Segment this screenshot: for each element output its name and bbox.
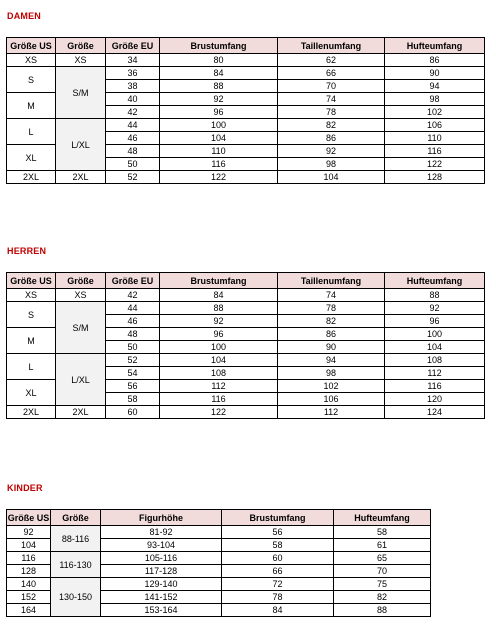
size-eu-cell: 60 bbox=[106, 406, 160, 419]
size-table-herren bbox=[6, 272, 485, 419]
size-cell: S/M bbox=[56, 302, 106, 354]
size-table-damen bbox=[6, 37, 485, 184]
bust-cell: 88 bbox=[160, 80, 278, 93]
size-eu-cell: 58 bbox=[106, 393, 160, 406]
size-eu-cell: 34 bbox=[106, 54, 160, 67]
header-cell: Größe US bbox=[7, 510, 51, 526]
size-eu-cell: 48 bbox=[106, 145, 160, 158]
bust-cell: 116 bbox=[160, 158, 278, 171]
table-header-row bbox=[7, 510, 431, 526]
bust-cell: 72 bbox=[222, 578, 334, 591]
size-cell: 2XL bbox=[56, 406, 106, 419]
size-us-cell: XL bbox=[7, 145, 56, 171]
table-row bbox=[7, 67, 485, 80]
header-cell: Brustumfang bbox=[222, 510, 334, 526]
header-cell: Hufteumfang bbox=[385, 38, 485, 54]
waist-cell: 82 bbox=[278, 119, 385, 132]
figure-height-cell: 141-152 bbox=[101, 591, 222, 604]
bust-cell: 84 bbox=[160, 289, 278, 302]
figure-height-cell: 93-104 bbox=[101, 539, 222, 552]
size-cell: XS bbox=[56, 54, 106, 67]
size-us-cell: L bbox=[7, 119, 56, 145]
waist-cell: 78 bbox=[278, 302, 385, 315]
section-title-kinder: KINDER bbox=[7, 483, 43, 493]
size-eu-cell: 46 bbox=[106, 315, 160, 328]
hip-cell: 110 bbox=[385, 132, 485, 145]
waist-cell: 104 bbox=[278, 171, 385, 184]
waist-cell: 74 bbox=[278, 93, 385, 106]
table-row bbox=[7, 526, 431, 539]
size-us-cell: 116 bbox=[7, 552, 51, 565]
hip-cell: 124 bbox=[385, 406, 485, 419]
size-us-cell: L bbox=[7, 354, 56, 380]
bust-cell: 80 bbox=[160, 54, 278, 67]
size-cell: XS bbox=[56, 289, 106, 302]
section-title-herren: HERREN bbox=[7, 246, 47, 256]
hip-cell: 75 bbox=[334, 578, 431, 591]
bust-cell: 92 bbox=[160, 315, 278, 328]
waist-cell: 92 bbox=[278, 145, 385, 158]
hip-cell: 106 bbox=[385, 119, 485, 132]
size-cell: L/XL bbox=[56, 354, 106, 406]
section-title-damen: DAMEN bbox=[7, 11, 41, 21]
figure-height-cell: 81-92 bbox=[101, 526, 222, 539]
header-cell: Taillenumfang bbox=[278, 273, 385, 289]
figure-height-cell: 117-128 bbox=[101, 565, 222, 578]
bust-cell: 96 bbox=[160, 106, 278, 119]
hip-cell: 86 bbox=[385, 54, 485, 67]
bust-cell: 84 bbox=[222, 604, 334, 617]
size-eu-cell: 52 bbox=[106, 171, 160, 184]
header-cell: Größe US bbox=[7, 38, 56, 54]
hip-cell: 88 bbox=[334, 604, 431, 617]
table-row bbox=[7, 302, 485, 315]
bust-cell: 112 bbox=[160, 380, 278, 393]
header-cell: Größe bbox=[51, 510, 101, 526]
waist-cell: 78 bbox=[278, 106, 385, 119]
table-row bbox=[7, 54, 485, 67]
size-us-cell: 140 bbox=[7, 578, 51, 591]
header-cell: Größe EU bbox=[106, 38, 160, 54]
waist-cell: 102 bbox=[278, 380, 385, 393]
bust-cell: 104 bbox=[160, 354, 278, 367]
size-us-cell: XS bbox=[7, 289, 56, 302]
header-cell: Brustumfang bbox=[160, 273, 278, 289]
bust-cell: 56 bbox=[222, 526, 334, 539]
waist-cell: 70 bbox=[278, 80, 385, 93]
waist-cell: 62 bbox=[278, 54, 385, 67]
size-eu-cell: 38 bbox=[106, 80, 160, 93]
size-us-cell: S bbox=[7, 67, 56, 93]
size-us-cell: M bbox=[7, 328, 56, 354]
header-cell: Größe EU bbox=[106, 273, 160, 289]
size-cell: 116-130 bbox=[51, 552, 101, 578]
size-eu-cell: 50 bbox=[106, 341, 160, 354]
size-us-cell: S bbox=[7, 302, 56, 328]
bust-cell: 100 bbox=[160, 119, 278, 132]
waist-cell: 98 bbox=[278, 367, 385, 380]
hip-cell: 128 bbox=[385, 171, 485, 184]
bust-cell: 100 bbox=[160, 341, 278, 354]
hip-cell: 88 bbox=[385, 289, 485, 302]
size-us-cell: 92 bbox=[7, 526, 51, 539]
table-header-row bbox=[7, 38, 485, 54]
header-cell: Taillenumfang bbox=[278, 38, 385, 54]
hip-cell: 98 bbox=[385, 93, 485, 106]
size-cell: S/M bbox=[56, 67, 106, 119]
bust-cell: 78 bbox=[222, 591, 334, 604]
hip-cell: 82 bbox=[334, 591, 431, 604]
waist-cell: 112 bbox=[278, 406, 385, 419]
waist-cell: 106 bbox=[278, 393, 385, 406]
bust-cell: 84 bbox=[160, 67, 278, 80]
hip-cell: 112 bbox=[385, 367, 485, 380]
hip-cell: 58 bbox=[334, 526, 431, 539]
bust-cell: 60 bbox=[222, 552, 334, 565]
header-cell: Größe bbox=[56, 273, 106, 289]
size-us-cell: XL bbox=[7, 380, 56, 406]
bust-cell: 122 bbox=[160, 406, 278, 419]
size-eu-cell: 50 bbox=[106, 158, 160, 171]
hip-cell: 122 bbox=[385, 158, 485, 171]
bust-cell: 96 bbox=[160, 328, 278, 341]
bust-cell: 108 bbox=[160, 367, 278, 380]
size-eu-cell: 52 bbox=[106, 354, 160, 367]
bust-cell: 58 bbox=[222, 539, 334, 552]
table-row bbox=[7, 406, 485, 419]
waist-cell: 94 bbox=[278, 354, 385, 367]
size-us-cell: M bbox=[7, 93, 56, 119]
hip-cell: 61 bbox=[334, 539, 431, 552]
header-cell: Hufteumfang bbox=[385, 273, 485, 289]
header-cell: Hufteumfang bbox=[334, 510, 431, 526]
hip-cell: 65 bbox=[334, 552, 431, 565]
header-cell: Größe bbox=[56, 38, 106, 54]
table-row bbox=[7, 578, 431, 591]
figure-height-cell: 153-164 bbox=[101, 604, 222, 617]
figure-height-cell: 105-116 bbox=[101, 552, 222, 565]
size-eu-cell: 42 bbox=[106, 289, 160, 302]
waist-cell: 86 bbox=[278, 132, 385, 145]
size-cell: L/XL bbox=[56, 119, 106, 171]
size-us-cell: XS bbox=[7, 54, 56, 67]
size-us-cell: 152 bbox=[7, 591, 51, 604]
waist-cell: 98 bbox=[278, 158, 385, 171]
size-eu-cell: 54 bbox=[106, 367, 160, 380]
size-us-cell: 128 bbox=[7, 565, 51, 578]
table-row bbox=[7, 354, 485, 367]
hip-cell: 94 bbox=[385, 80, 485, 93]
waist-cell: 86 bbox=[278, 328, 385, 341]
bust-cell: 92 bbox=[160, 93, 278, 106]
waist-cell: 66 bbox=[278, 67, 385, 80]
hip-cell: 116 bbox=[385, 380, 485, 393]
hip-cell: 102 bbox=[385, 106, 485, 119]
hip-cell: 96 bbox=[385, 315, 485, 328]
size-us-cell: 104 bbox=[7, 539, 51, 552]
size-eu-cell: 42 bbox=[106, 106, 160, 119]
size-eu-cell: 40 bbox=[106, 93, 160, 106]
hip-cell: 108 bbox=[385, 354, 485, 367]
bust-cell: 122 bbox=[160, 171, 278, 184]
hip-cell: 120 bbox=[385, 393, 485, 406]
size-us-cell: 164 bbox=[7, 604, 51, 617]
table-row bbox=[7, 289, 485, 302]
table-row bbox=[7, 552, 431, 565]
size-cell: 130-150 bbox=[51, 578, 101, 617]
size-us-cell: 2XL bbox=[7, 171, 56, 184]
bust-cell: 116 bbox=[160, 393, 278, 406]
size-cell: 88-116 bbox=[51, 526, 101, 552]
bust-cell: 66 bbox=[222, 565, 334, 578]
table-row bbox=[7, 119, 485, 132]
hip-cell: 92 bbox=[385, 302, 485, 315]
header-cell: Größe US bbox=[7, 273, 56, 289]
bust-cell: 88 bbox=[160, 302, 278, 315]
waist-cell: 82 bbox=[278, 315, 385, 328]
hip-cell: 100 bbox=[385, 328, 485, 341]
header-cell: Figurhöhe bbox=[101, 510, 222, 526]
size-eu-cell: 44 bbox=[106, 302, 160, 315]
bust-cell: 104 bbox=[160, 132, 278, 145]
size-eu-cell: 44 bbox=[106, 119, 160, 132]
figure-height-cell: 129-140 bbox=[101, 578, 222, 591]
header-cell: Brustumfang bbox=[160, 38, 278, 54]
hip-cell: 104 bbox=[385, 341, 485, 354]
size-eu-cell: 56 bbox=[106, 380, 160, 393]
size-eu-cell: 46 bbox=[106, 132, 160, 145]
table-row bbox=[7, 171, 485, 184]
size-table-kinder bbox=[6, 509, 431, 617]
size-cell: 2XL bbox=[56, 171, 106, 184]
hip-cell: 90 bbox=[385, 67, 485, 80]
hip-cell: 70 bbox=[334, 565, 431, 578]
waist-cell: 90 bbox=[278, 341, 385, 354]
waist-cell: 74 bbox=[278, 289, 385, 302]
size-eu-cell: 48 bbox=[106, 328, 160, 341]
table-header-row bbox=[7, 273, 485, 289]
hip-cell: 116 bbox=[385, 145, 485, 158]
size-eu-cell: 36 bbox=[106, 67, 160, 80]
size-us-cell: 2XL bbox=[7, 406, 56, 419]
bust-cell: 110 bbox=[160, 145, 278, 158]
